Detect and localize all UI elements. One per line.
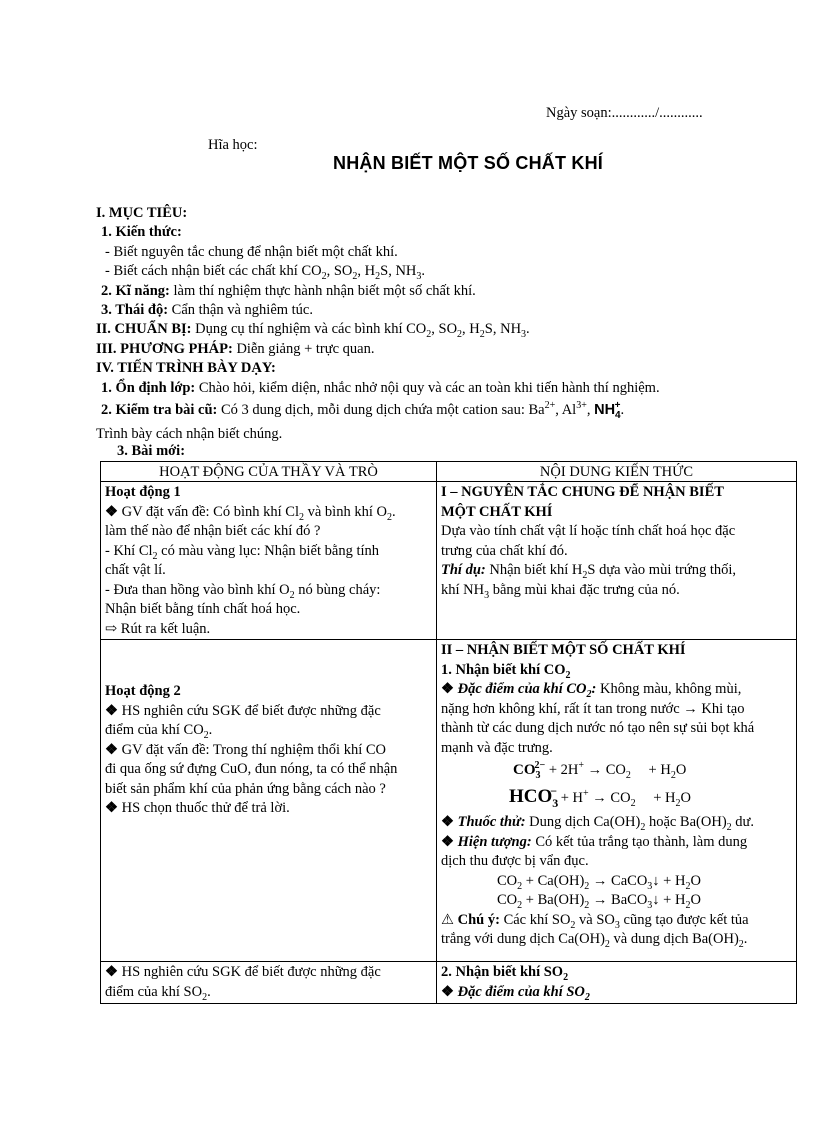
stabilize-line: 1. Ổn định lớp: Chào hỏi, kiểm diện, nhắc nhở nội quy và các an toàn khi tiến hành thí nghiệm. — [101, 380, 660, 396]
diamond-bullet-icon: ❖ — [441, 681, 454, 697]
knowledge-line-1: - Biết nguyên tắc chung để nhận biết một chất khí. — [105, 244, 398, 260]
knowledge-label: 1. Kiến thức: — [101, 224, 182, 240]
preparation-line: II. CHUẨN BỊ: Dụng cụ thí nghiệm và các bình khí $CO_2$, $SO_2$, $H_2S$, $NH_3$. — [96, 321, 530, 340]
equation-carbonate: $CO_3^{2-} + 2H^+ \to CO_2 + H_2O$ — [513, 760, 687, 781]
school-label: Hĩa học: — [208, 137, 258, 153]
lesson-table — [100, 461, 797, 1004]
column-header-content: NỘI DUNG KIẾN THỨC — [437, 462, 797, 482]
note-icon: ⚠ — [441, 911, 454, 928]
process-heading: IV. TIẾN TRÌNH BÀY DẠY: — [96, 360, 276, 376]
review-line-2: Trình bày cách nhận biết chúng. — [96, 426, 283, 442]
column-header-activities: HOẠT ĐỘNG CỦA THẦY VÀ TRÒ — [101, 462, 437, 482]
knowledge-line-2: - Biết cách nhận biết các chất khí $CO_2$, $SO_2$, $H_2S$, $NH_3$. — [105, 263, 426, 282]
objectives-heading: I. MỤC TIÊU: — [96, 205, 188, 221]
new-lesson-label: 3. Bài mới: — [117, 443, 186, 459]
diamond-bullet-icon: ❖ — [441, 983, 454, 1000]
diamond-bullet-icon: ❖ — [105, 964, 118, 980]
diamond-bullet-icon: ❖ — [105, 503, 118, 520]
equation-bicarbonate: $HCO_3^- + H^+ \to CO_2 + H_2O$ — [509, 783, 691, 810]
activity-3-cell: ❖ HS nghiên cứu SGK để biết được những đặc điểm của khí $SO_2$. — [101, 962, 437, 1004]
equation-barium: $CO_2 + Ba(OH)_2$ → BaCO$_3$↓ + $H_2O$ — [497, 892, 701, 911]
activity-1-title: Hoạt động 1 — [105, 484, 181, 500]
activity-1-cell: Hoạt động 1 ❖ GV đặt vấn đề: Có bình khí $Cl_2$ và bình khí $O_2$. làm thế nào để nhận biết các khí đó ? - Khí $Cl_2$ có màu vàng lục: Nhận biết bằng tính chất vật lí. - Đưa than hồng vào bình khí $O_2$ nó bùng cháy: Nhận biết bằng tính chất hoá học. ⇨ Rút ra kết luận. — [101, 482, 437, 640]
diamond-bullet-icon: ❖ — [105, 702, 118, 719]
equation-calcium: $CO_2 + Ca(OH)_2$ → CaCO$_3$↓ + $H_2O$ — [497, 872, 701, 892]
review-line: 2. Kiểm tra bài cũ: Có 3 dung dịch, mỗi dung dịch chứa một cation sau: $Ba^{2+}$, $Al^{3+}$, $NH_4^+$. — [101, 400, 625, 421]
diamond-bullet-icon: ❖ — [441, 833, 454, 850]
diamond-bullet-icon: ❖ — [105, 741, 118, 758]
page-title: NHẬN BIẾT MỘT SỐ CHẤT KHÍ — [333, 153, 603, 173]
attitude-line: 3. Thái độ: Cẩn thận và nghiêm túc. — [101, 302, 313, 318]
method-line: III. PHƯƠNG PHÁP: Diễn giảng + trực quan. — [96, 341, 375, 357]
arrow-right-icon: ⇨ — [105, 620, 118, 637]
activity-2-title: Hoạt động 2 — [105, 683, 181, 699]
diamond-bullet-icon: ❖ — [441, 814, 454, 830]
skills-line: 2. Kĩ năng: làm thí nghiệm thực hành nhận biết một số chất khí. — [101, 283, 476, 299]
diamond-bullet-icon: ❖ — [105, 800, 118, 816]
content-3-cell: 2. Nhận biết khí $SO_2$ ❖ Đặc điểm của khí $SO_2$ — [437, 962, 797, 1004]
content-2-cell: II – NHẬN BIẾT MỘT SỐ CHẤT KHÍ 1. Nhận biết khí $CO_2$ ❖ Đặc điểm của khí $CO_2$: Không màu, không mùi, nặng hơn không khí, rất ít tan trong nước → Khi tạo thành từ các dung dịch nước nó tạo nên sự sủi bọt khá mạnh và đặc trưng. $CO_3^{2-} + 2H^+ \to CO_2 + H_2O$ $HCO_3^- + H^+ \to CO_2 + H_2O$ ❖ Thuốc thử: Dung dịch $Ca(OH)_2$ hoặc $Ba(OH)_2$ dư. ❖ Hiện tượng: Có kết tủa trắng tạo thành, làm dung dịch thu được bị vẩn đục. $CO_2 + Ca(OH)_2$ → CaCO$_3$↓ + $H_2O$ $CO_2 + Ba(OH)_2$ → BaCO$_3$↓ + $H_2O$ ⚠ Chú ý: Các khí $SO_2$ và $SO_3$ cũng tạo được kết tủa trắng với dung dịch $Ca(OH)_2$ và dung dịch $Ba(OH)_2$. — [437, 640, 797, 962]
content-1-cell: I – NGUYÊN TẮC CHUNG ĐỂ NHẬN BIẾT MỘT CHẤT KHÍ Dựa vào tính chất vật lí hoặc tính chất hoá học đặc trưng của chất khí đó. Thí dụ: Nhận biết khí $H_2S$ dựa vào mùi trứng thối, khí $NH_3$ bằng mùi khai đặc trưng của nó. — [437, 482, 797, 640]
activity-2-cell: Hoạt động 2 ❖ HS nghiên cứu SGK để biết được những đặc điểm của khí $CO_2$. ❖ GV đặt vấn đề: Trong thí nghiệm thổi khí CO đi qua ống sứ đựng CuO, đun nóng, ta có thể nhận biết sản phẩm khí của phản ứng bằng cách nào ? ❖ HS chọn thuốc thử để trả lời. — [101, 640, 437, 962]
date-label: Ngày soạn:............/............ — [546, 105, 703, 121]
